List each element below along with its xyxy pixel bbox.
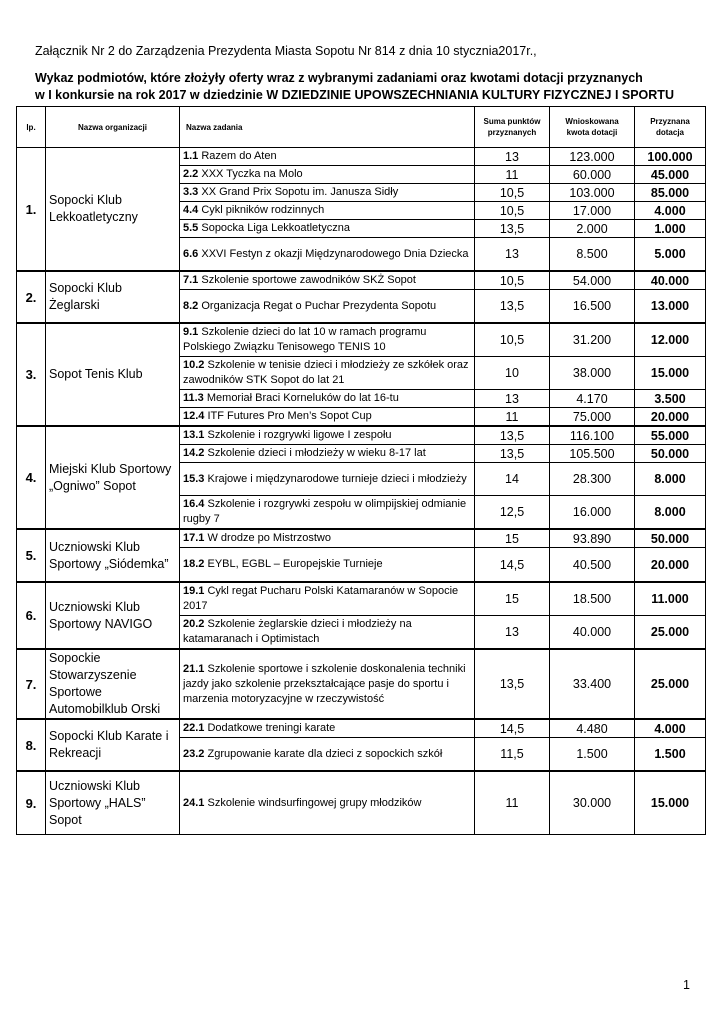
task-number: 6.6	[183, 247, 199, 260]
column-header-granted: Przyznana dotacja	[635, 107, 706, 148]
task-requested: 38.000	[550, 357, 635, 390]
task-granted: 15.000	[635, 357, 706, 390]
task-name	[180, 548, 475, 583]
document-header: Załącznik Nr 2 do Zarządzenia Prezydenta Miasta Sopotu Nr 814 z dnia 10 stycznia2017r.,	[35, 44, 537, 58]
task-points: 11	[475, 771, 550, 835]
task-number: 4.4	[183, 204, 199, 216]
org-lp: 1.	[17, 148, 46, 272]
task-name	[180, 649, 475, 719]
table-header-row	[17, 107, 706, 148]
task-points: 14,5	[475, 719, 550, 738]
task-points: 12,5	[475, 496, 550, 530]
task-points: 13,5	[475, 445, 550, 463]
task-number: 16.4	[183, 498, 205, 510]
task-points: 14,5	[475, 548, 550, 583]
task-label: Razem do Aten	[201, 150, 277, 162]
task-requested: 16.000	[550, 496, 635, 530]
task-name	[180, 463, 475, 496]
task-label: Szkolenie windsurfingowej grupy młodzików	[207, 796, 422, 809]
task-number: 19.1	[183, 585, 205, 597]
task-requested: 4.170	[550, 390, 635, 408]
task-label: Szkolenie dzieci do lat 10 w ramach programu Polskiego Związku Tenisowego TENIS 10	[183, 326, 427, 353]
task-points: 10,5	[475, 271, 550, 290]
title-line-2: w I konkursie na rok 2017 w dziedzinie W DZIEDZINIE UPOWSZECHNIANIA KULTURY FIZYCZNEJ I SPORTU	[35, 88, 674, 102]
task-points: 13	[475, 390, 550, 408]
task-requested: 17.000	[550, 202, 635, 220]
task-granted: 8.000	[635, 463, 706, 496]
table-row	[17, 426, 706, 445]
task-label: Memoriał Braci Korneluków do lat 16-tu	[206, 392, 399, 404]
task-requested: 28.300	[550, 463, 635, 496]
task-requested: 54.000	[550, 271, 635, 290]
column-header-points: Suma punktów przyznanych	[475, 107, 550, 148]
task-number: 5.5	[183, 222, 199, 234]
column-header-lp: lp.	[17, 107, 46, 148]
task-label: Szkolenie dzieci i młodzieży w wieku 8-17 lat	[207, 447, 426, 459]
task-points: 10,5	[475, 202, 550, 220]
task-granted: 45.000	[635, 166, 706, 184]
table-row	[17, 771, 706, 835]
task-label: Szkolenie sportowe zawodników SKŻ Sopot	[201, 274, 416, 286]
task-granted: 13.000	[635, 290, 706, 324]
task-requested: 75.000	[550, 408, 635, 427]
task-label: Szkolenie sportowe i szkolenie doskonalenia techniki jazdy jako szkolenie przekształcające pasje do sportu i marzenia motoryzacyjne w rzeczywistość	[183, 662, 466, 705]
task-requested: 18.500	[550, 582, 635, 616]
task-label: XX Grand Prix Sopotu im. Janusza Sidły	[201, 186, 399, 198]
org-lp: 8.	[17, 719, 46, 771]
task-name	[180, 290, 475, 324]
task-label: Szkolenie i rozgrywki ligowe I zespołu	[207, 429, 392, 441]
task-requested: 105.500	[550, 445, 635, 463]
task-granted: 3.500	[635, 390, 706, 408]
task-requested: 40.000	[550, 616, 635, 650]
task-points: 13,5	[475, 426, 550, 445]
task-name	[180, 323, 475, 357]
task-name	[180, 202, 475, 220]
task-name	[180, 271, 475, 290]
task-points: 13,5	[475, 649, 550, 719]
task-number: 23.2	[183, 747, 205, 760]
task-requested: 30.000	[550, 771, 635, 835]
task-label: XXVI Festyn z okazji Międzynarodowego Dnia Dziecka	[201, 247, 469, 260]
org-name: Sopocki Klub Lekkoatletyczny	[46, 148, 180, 272]
task-points: 13,5	[475, 290, 550, 324]
task-granted: 100.000	[635, 148, 706, 166]
document-title	[35, 70, 695, 104]
task-points: 11	[475, 166, 550, 184]
table-row	[17, 649, 706, 719]
task-number: 8.2	[183, 299, 199, 312]
task-label: Krajowe i międzynarodowe turnieje dzieci i młodzieży	[207, 472, 467, 485]
task-requested: 93.890	[550, 529, 635, 548]
task-requested: 60.000	[550, 166, 635, 184]
task-number: 24.1	[183, 796, 205, 809]
task-name	[180, 148, 475, 166]
task-name	[180, 220, 475, 238]
task-granted: 15.000	[635, 771, 706, 835]
task-granted: 40.000	[635, 271, 706, 290]
page-number: 1	[683, 978, 690, 992]
task-granted: 20.000	[635, 548, 706, 583]
task-label: Zgrupowanie karate dla dzieci z sopockich szkół	[207, 747, 443, 760]
task-label: Cykl regat Pucharu Polski Katamaranów w Sopocie 2017	[183, 585, 459, 612]
org-name: Sopot Tenis Klub	[46, 323, 180, 426]
org-name: Sopocki Klub Karate i Rekreacji	[46, 719, 180, 771]
task-name	[180, 357, 475, 390]
task-number: 17.1	[183, 532, 205, 544]
task-number: 11.3	[183, 392, 204, 404]
task-label: Szkolenie żeglarskie dzieci i młodzieży na katamaranach i Optimistach	[183, 618, 412, 645]
task-label: Sopocka Liga Lekkoatletyczna	[201, 222, 350, 234]
task-points: 15	[475, 582, 550, 616]
task-label: XXX Tyczka na Molo	[201, 168, 303, 180]
task-requested: 123.000	[550, 148, 635, 166]
task-label: Szkolenie i rozgrywki zespołu w olimpijskiej odmianie rugby 7	[183, 498, 467, 525]
task-points: 10,5	[475, 323, 550, 357]
task-label: ITF Futures Pro Men’s Sopot Cup	[207, 410, 372, 422]
task-number: 15.3	[183, 472, 205, 485]
task-name	[180, 496, 475, 530]
org-name: Uczniowski Klub Sportowy „Siódemka”	[46, 529, 180, 582]
task-name	[180, 408, 475, 427]
task-name	[180, 184, 475, 202]
task-label: Szkolenie w tenisie dzieci i młodzieży ze szkółek oraz zawodników STK Sopot do lat 21	[183, 359, 469, 386]
task-granted: 25.000	[635, 649, 706, 719]
task-granted: 5.000	[635, 238, 706, 272]
org-lp: 9.	[17, 771, 46, 835]
task-requested: 40.500	[550, 548, 635, 583]
org-name: Sopockie Stowarzyszenie Sportowe Automobilklub Orski	[46, 649, 180, 719]
task-number: 10.2	[183, 359, 205, 371]
task-points: 14	[475, 463, 550, 496]
task-requested: 4.480	[550, 719, 635, 738]
task-requested: 103.000	[550, 184, 635, 202]
org-lp: 6.	[17, 582, 46, 649]
task-granted: 55.000	[635, 426, 706, 445]
table-row	[17, 719, 706, 738]
task-number: 21.1	[183, 662, 205, 675]
org-name: Uczniowski Klub Sportowy „HALS” Sopot	[46, 771, 180, 835]
org-lp: 5.	[17, 529, 46, 582]
task-granted: 85.000	[635, 184, 706, 202]
task-granted: 1.000	[635, 220, 706, 238]
task-points: 10	[475, 357, 550, 390]
org-name: Sopocki Klub Żeglarski	[46, 271, 180, 323]
task-label: Cykl pikników rodzinnych	[201, 204, 325, 216]
task-points: 15	[475, 529, 550, 548]
task-number: 3.3	[183, 186, 199, 198]
task-name	[180, 738, 475, 772]
task-granted: 50.000	[635, 529, 706, 548]
column-header-task: Nazwa zadania	[180, 107, 475, 148]
task-granted: 11.000	[635, 582, 706, 616]
task-requested: 1.500	[550, 738, 635, 772]
task-points: 11	[475, 408, 550, 427]
task-number: 22.1	[183, 722, 205, 734]
task-name	[180, 771, 475, 835]
task-granted: 20.000	[635, 408, 706, 427]
column-header-org: Nazwa organizacji	[46, 107, 180, 148]
task-requested: 8.500	[550, 238, 635, 272]
task-name	[180, 529, 475, 548]
task-name	[180, 719, 475, 738]
task-label: EYBL, EGBL – Europejskie Turnieje	[207, 558, 383, 570]
task-points: 11,5	[475, 738, 550, 772]
task-name	[180, 390, 475, 408]
task-number: 2.2	[183, 168, 199, 180]
task-number: 7.1	[183, 274, 199, 286]
table-row	[17, 529, 706, 548]
title-line-1: Wykaz podmiotów, które złożyły oferty wraz z wybranymi zadaniami oraz kwotami dotacji przyznanych	[35, 71, 643, 85]
task-granted: 1.500	[635, 738, 706, 772]
table-row	[17, 582, 706, 616]
task-number: 14.2	[183, 447, 205, 459]
table-row	[17, 148, 706, 166]
org-name: Miejski Klub Sportowy „Ogniwo” Sopot	[46, 426, 180, 529]
table-row	[17, 271, 706, 290]
task-name	[180, 616, 475, 650]
task-name	[180, 582, 475, 616]
task-points: 13	[475, 616, 550, 650]
task-requested: 116.100	[550, 426, 635, 445]
task-points: 10,5	[475, 184, 550, 202]
task-number: 18.2	[183, 558, 205, 570]
task-name	[180, 166, 475, 184]
grants-table	[16, 106, 706, 835]
task-number: 13.1	[183, 429, 205, 441]
task-label: W drodze po Mistrzostwo	[207, 532, 331, 544]
org-name: Uczniowski Klub Sportowy NAVIGO	[46, 582, 180, 649]
org-lp: 4.	[17, 426, 46, 529]
task-requested: 16.500	[550, 290, 635, 324]
task-granted: 50.000	[635, 445, 706, 463]
task-granted: 4.000	[635, 719, 706, 738]
task-granted: 12.000	[635, 323, 706, 357]
org-lp: 7.	[17, 649, 46, 719]
task-name	[180, 426, 475, 445]
task-requested: 33.400	[550, 649, 635, 719]
org-lp: 2.	[17, 271, 46, 323]
task-points: 13	[475, 238, 550, 272]
task-points: 13	[475, 148, 550, 166]
org-lp: 3.	[17, 323, 46, 426]
column-header-requested: Wnioskowana kwota dotacji	[550, 107, 635, 148]
task-requested: 2.000	[550, 220, 635, 238]
task-number: 12.4	[183, 410, 205, 422]
task-label: Dodatkowe treningi karate	[207, 722, 336, 734]
task-requested: 31.200	[550, 323, 635, 357]
task-number: 1.1	[183, 150, 199, 162]
task-number: 20.2	[183, 618, 205, 630]
task-name	[180, 445, 475, 463]
task-points: 13,5	[475, 220, 550, 238]
task-granted: 25.000	[635, 616, 706, 650]
table-row	[17, 323, 706, 357]
task-name	[180, 238, 475, 272]
task-granted: 8.000	[635, 496, 706, 530]
task-granted: 4.000	[635, 202, 706, 220]
task-label: Organizacja Regat o Puchar Prezydenta Sopotu	[201, 299, 437, 312]
task-number: 9.1	[183, 326, 199, 338]
